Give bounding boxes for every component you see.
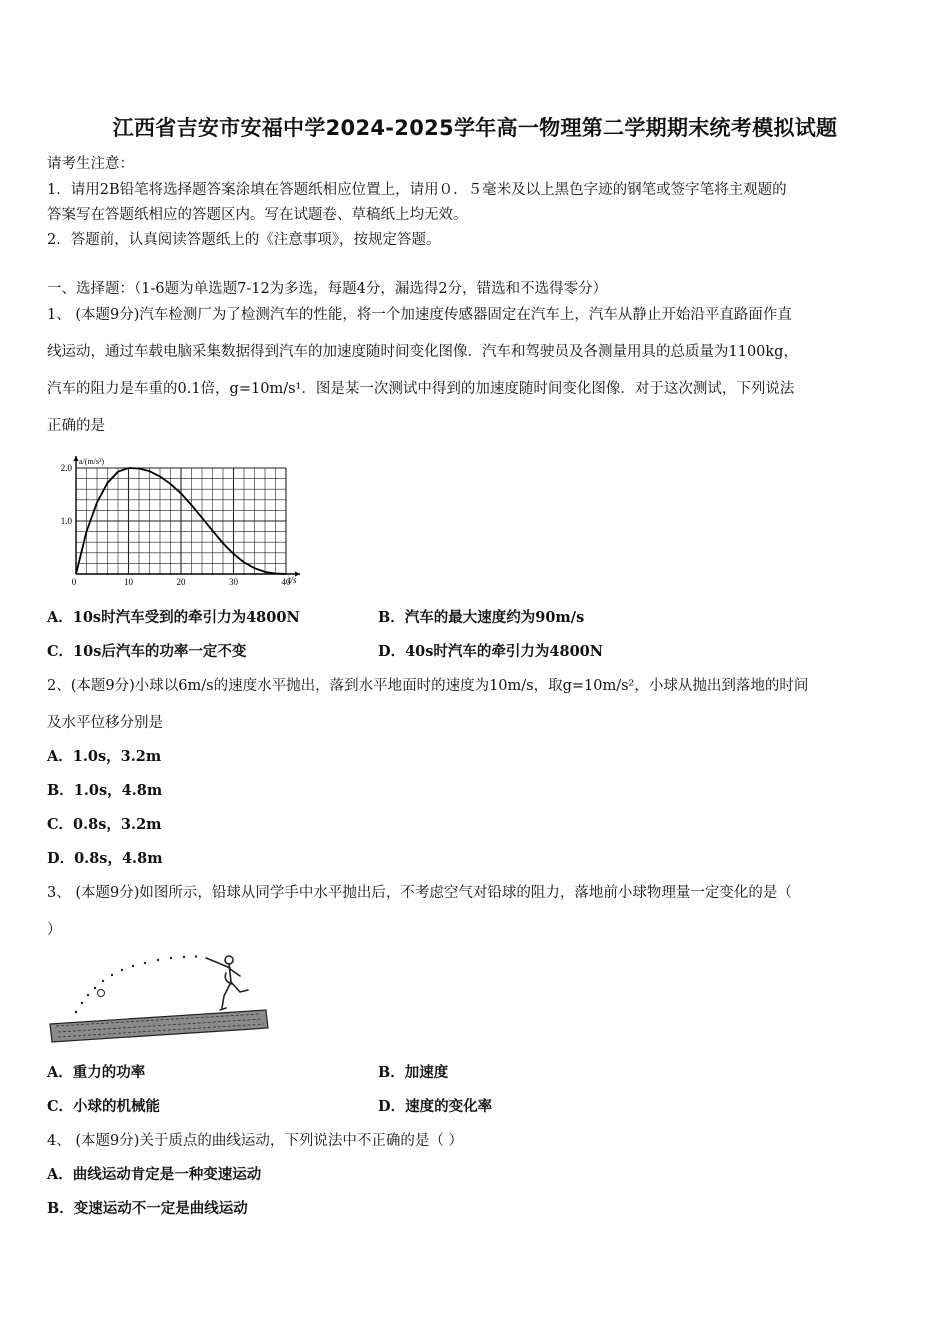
q1-option-c[interactable]: C．10s后汽车的功率一定不变 [47,643,247,660]
q2-line-1: 2、(本题9分)小球以6m/s的速度水平抛出，落到水平地面时的速度为10m/s，取g=10m/s²，小球从抛出到落地的时间 [47,678,809,694]
x-tick-label: 30 [229,577,238,587]
q3-line-2: ） [47,922,62,938]
q3-option-d[interactable]: D．速度的变化率 [378,1098,493,1115]
q1-option-d[interactable]: D．40s时汽车的牵引力为4800N [378,643,604,660]
x-tick-label: 20 [176,577,186,587]
notice-item-1a: 1．请用2B铅笔将选择题答案涂填在答题纸相应位置上，请用０．５毫米及以上黑色字迹的钢笔或签字笔将主观题的 [47,182,787,198]
q2-option-a[interactable]: A．1.0s，3.2m [47,748,162,765]
q2-option-b[interactable]: B．1.0s，4.8m [47,782,163,799]
x-tick-label: 0 [71,577,77,587]
q1-line-1: 1、 (本题9分)汽车检测厂为了检测汽车的性能，将一个加速度传感器固定在汽车上，汽车从静止开始沿平直路面作直 [47,307,792,323]
page-title: 江西省吉安市安福中学2024-2025学年高一物理第二学期期末统考模拟试题 [112,116,838,140]
q2-line-2: 及水平位移分别是 [47,715,163,731]
x-tick-label: 40 [281,577,291,587]
y-axis-label: a/(m/s²) [79,457,105,466]
y-axis-arrow [74,456,79,461]
shot-ball-image [98,990,105,997]
ground-strip-image [50,1010,268,1042]
notice-heading: 请考生注意： [47,156,134,172]
section-heading: 一、选择题：（1-6题为单选题7-12为多选，每题4分，漏选得2分，错选和不选得零分） [47,281,608,297]
q2-option-c[interactable]: C．0.8s，3.2m [47,816,162,833]
athlete-figure-image [206,956,248,1010]
x-tick-label: 10 [124,577,133,587]
chart-labels [61,457,297,587]
q1-option-a[interactable]: A．10s时汽车受到的牵引力为4800N [47,609,300,626]
y-tick-label: 1.0 [60,516,72,526]
q3-option-c[interactable]: C．小球的机械能 [47,1098,161,1115]
q1-option-b[interactable]: B．汽车的最大速度约为90m/s [378,609,585,626]
q4-option-b[interactable]: B．变速运动不一定是曲线运动 [47,1200,248,1217]
notice-item-1b: 答案写在答题纸相应的答题区内。写在试题卷、草稿纸上均无效。 [47,207,468,223]
trajectory-dots-image [75,955,197,1013]
y-tick-label: 2.0 [60,463,72,473]
q1-line-3: 汽车的阻力是车重的0.1倍，g=10m/s¹．图是某一次测试中得到的加速度随时间变化图像．对于这次测试，下列说法 [47,381,795,397]
q3-line-1: 3、 (本题9分)如图所示，铅球从同学手中水平抛出后，不考虑空气对铅球的阻力，落地前小球物理量一定变化的是（ [47,885,792,901]
x-axis-label: t/s [288,575,297,585]
q3-option-a[interactable]: A．重力的功率 [47,1064,146,1081]
q4-line-1: 4、 (本题9分)关于质点的曲线运动，下列说法中不正确的是（ ） [47,1133,463,1149]
notice-item-2: 2．答题前，认真阅读答题纸上的《注意事项》，按规定答题。 [47,232,441,248]
acceleration-time-chart [50,452,312,588]
q3-option-b[interactable]: B．加速度 [378,1064,449,1081]
q4-option-a[interactable]: A．曲线运动肯定是一种变速运动 [47,1166,262,1183]
q2-option-d[interactable]: D．0.8s，4.8m [47,850,163,867]
shot-put-illustration [48,948,270,1044]
q1-line-4: 正确的是 [47,418,105,434]
q1-line-2: 线运动，通过车载电脑采集数据得到汽车的加速度随时间变化图像．汽车和驾驶员及各测量用具的总质量为1100kg， [47,344,798,360]
